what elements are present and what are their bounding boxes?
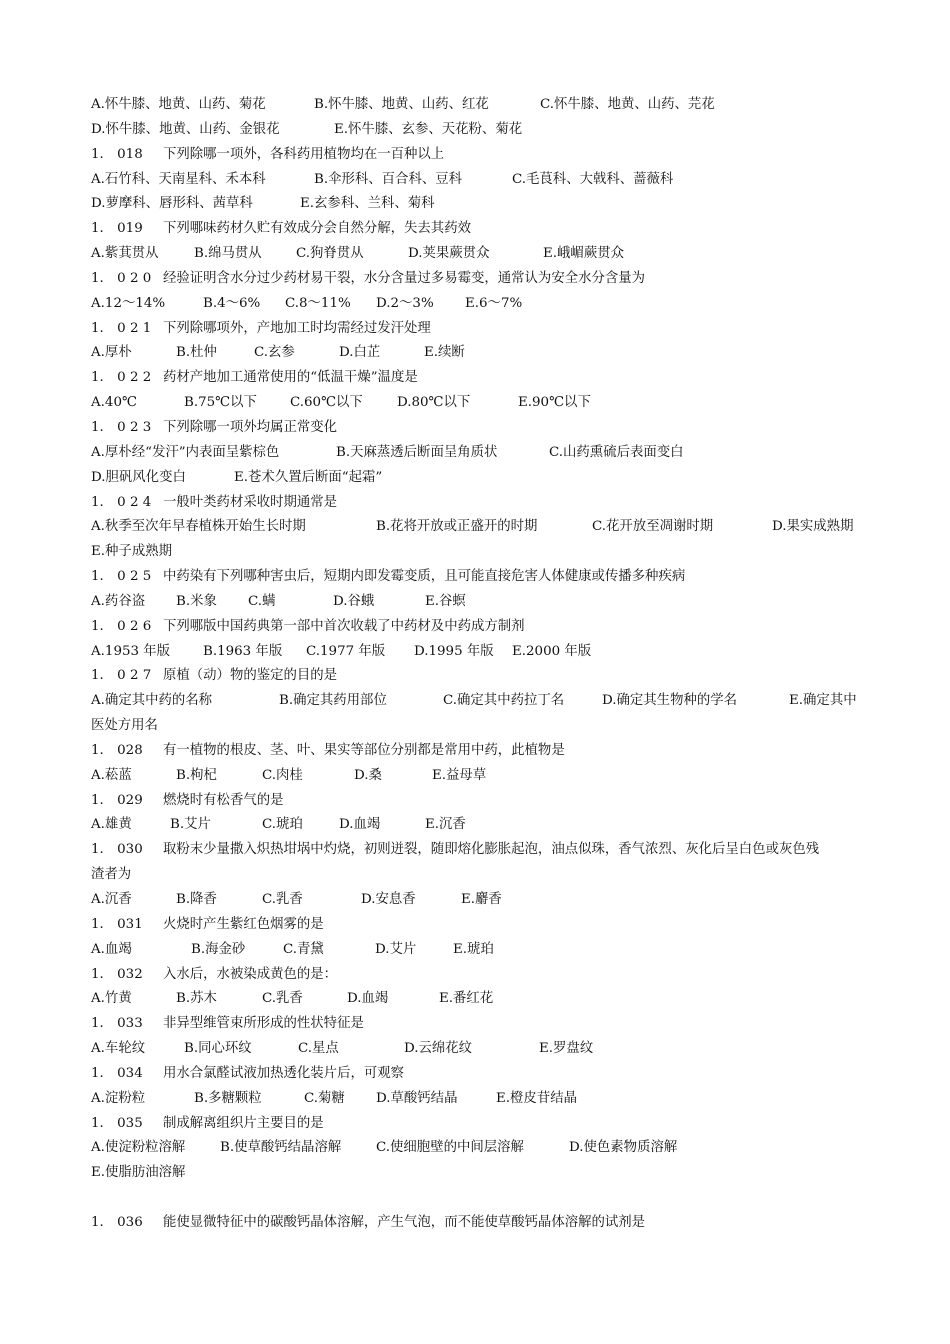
question-stem — [0, 143, 950, 168]
answer-option: A.雄黄 — [91, 817, 132, 833]
question-text: 下列除哪一项外，各科药用植物均在一百种以上 — [163, 146, 445, 162]
question-number: 1． 018 — [91, 146, 143, 162]
answer-option: B.使草酸钙结晶溶解 — [220, 1140, 342, 1156]
answer-option: D.果实成熟期 — [772, 519, 854, 535]
question-text: 药材产地加工通常使用的“低温干燥”温度是 — [163, 370, 418, 386]
question-number: 1． 0 2 5 — [91, 569, 152, 585]
answer-option: E.2000 年版 — [512, 643, 592, 659]
question-stem — [0, 1012, 950, 1037]
answer-option: D.云绵花纹 — [404, 1041, 473, 1057]
answer-option: E.麝香 — [461, 892, 502, 907]
answer-option: D.血竭 — [347, 991, 389, 1007]
question-text: 入水后，水被染成黄色的是： — [163, 966, 338, 982]
answer-option: A.竹黄 — [91, 991, 132, 1007]
question-text: 原植（动）物的鉴定的目的是 — [163, 668, 338, 684]
answer-option: B.75℃以下 — [184, 395, 257, 411]
answer-option: B.多糖颗粒 — [194, 1090, 262, 1106]
question-text: 一般叶类药材采收时期通常是 — [163, 494, 338, 510]
options-line — [0, 640, 950, 665]
options-line — [0, 888, 950, 913]
options-line — [0, 590, 950, 615]
options-line — [0, 938, 950, 963]
blank-line — [0, 1186, 950, 1211]
answer-option: C.琥珀 — [262, 817, 303, 833]
answer-option: C.毛茛科、大戟科、蔷薇科 — [512, 171, 674, 187]
question-number: 1． 019 — [91, 221, 143, 237]
answer-option: A.确定其中药的名称 — [91, 693, 213, 709]
answer-option: C.怀牛膝、地黄、山药、芫花 — [540, 97, 715, 112]
question-text: 下列哪版中国药典第一部中首次收载了中药材及中药成方制剂 — [163, 618, 525, 634]
options-line — [0, 292, 950, 317]
answer-option: E.玄参科、兰科、菊科 — [300, 196, 435, 212]
options-line — [0, 192, 950, 217]
question-number: 1． 031 — [91, 916, 143, 932]
answer-option: A.使淀粉粒溶解 — [91, 1140, 186, 1156]
answer-option: A.厚朴 — [91, 345, 132, 361]
answer-option: D.萝摩科、唇形科、茜草科 — [91, 196, 253, 212]
question-number: 1． 034 — [91, 1065, 143, 1081]
answer-option: D.白芷 — [339, 345, 381, 361]
answer-option: B.海金砂 — [191, 941, 246, 957]
answer-option: D.荚果蕨贯众 — [408, 246, 490, 262]
question-stem — [0, 217, 950, 242]
question-stem — [0, 789, 950, 814]
answer-option: E.确定其中 — [789, 693, 857, 709]
question-number: 1． 0 2 4 — [91, 494, 152, 510]
question-text: 中药染有下列哪种害虫后，短期内即发霉变质，且可能直接危害人体健康或传播多种疾病 — [163, 569, 686, 585]
answer-option: A.菘蓝 — [91, 767, 132, 783]
options-line — [0, 341, 950, 366]
question-number: 1． 033 — [91, 1016, 143, 1032]
options-line — [0, 168, 950, 193]
answer-option: E.橙皮苷结晶 — [496, 1090, 577, 1106]
question-text: 非异型维管束所形成的性状特征是 — [163, 1016, 364, 1032]
answer-option: C.山药熏硫后表面变白 — [549, 444, 684, 460]
question-text: 制成解离组织片主要目的是 — [163, 1115, 324, 1131]
question-number: 1． 036 — [91, 1214, 143, 1230]
answer-option: E.谷螟 — [425, 593, 466, 609]
options-line — [0, 764, 950, 789]
answer-option: A.厚朴经“发汗”内表面呈紫棕色 — [91, 444, 280, 460]
options-line — [0, 540, 950, 565]
question-stem — [0, 1062, 950, 1087]
question-number: 1． 032 — [91, 966, 143, 982]
answer-option: A.1953 年版 — [91, 643, 171, 659]
answer-option: E.怀牛膝、玄参、天花粉、菊花 — [334, 121, 523, 137]
answer-option: A.怀牛膝、地黄、山药、菊花 — [91, 97, 266, 112]
question-text: 火烧时产生紫红色烟雾的是 — [163, 916, 324, 932]
answer-option: B.同心环纹 — [184, 1041, 252, 1057]
question-text: 下列哪味药材久贮有效成分会自然分解，失去其药效 — [163, 221, 471, 237]
answer-option: B.米象 — [176, 593, 217, 609]
question-text: 燃烧时有松香气的是 — [163, 792, 284, 808]
answer-option: A.石竹科、天南星科、禾本科 — [91, 171, 266, 187]
answer-option: C.确定其中药拉丁名 — [443, 693, 565, 709]
answer-option: B.确定其药用部位 — [279, 693, 387, 709]
answer-option: A.淀粉粒 — [91, 1090, 146, 1106]
options-line — [0, 1161, 950, 1186]
question-number: 1． 0 2 7 — [91, 668, 152, 684]
question-stem — [0, 1112, 950, 1137]
answer-option: A.沉香 — [91, 892, 132, 907]
question-stem — [0, 664, 950, 689]
options-line — [0, 813, 950, 838]
answer-option: E.种子成熟期 — [91, 544, 172, 560]
answer-option: D.艾片 — [375, 941, 417, 957]
answer-option: E.番红花 — [439, 991, 494, 1007]
answer-option: C.使细胞壁的中间层溶解 — [376, 1140, 524, 1156]
answer-option: E.琥珀 — [453, 941, 494, 957]
question-stem — [0, 366, 950, 391]
question-stem — [0, 1211, 950, 1236]
options-line — [0, 1136, 950, 1161]
answer-option: E.苍术久置后断面“起霜” — [234, 469, 383, 485]
question-stem — [0, 565, 950, 590]
answer-option: D.血竭 — [339, 817, 381, 833]
answer-option: D.怀牛膝、地黄、山药、金银花 — [91, 121, 280, 137]
answer-option: A.药谷盗 — [91, 593, 146, 609]
answer-option: B.怀牛膝、地黄、山药、红花 — [314, 97, 489, 112]
answer-option: C.乳香 — [262, 892, 303, 907]
answer-option: A.车轮纹 — [91, 1041, 146, 1057]
answer-option: E.6～7% — [465, 295, 523, 311]
answer-option: E.90℃以下 — [518, 395, 591, 411]
answer-option: D.2～3% — [376, 295, 434, 311]
exam-document — [0, 93, 950, 1236]
answer-option: B.4～6% — [203, 295, 261, 311]
answer-option: D.确定其生物种的学名 — [602, 693, 738, 709]
answer-option: D.使色素物质溶解 — [569, 1140, 678, 1156]
answer-option: B.苏木 — [176, 991, 217, 1007]
question-number: 1． 035 — [91, 1115, 143, 1131]
question-stem — [0, 963, 950, 988]
answer-option: D.安息香 — [361, 892, 416, 907]
question-text: 有一植物的根皮、茎、叶、果实等部位分别都是常用中药，此植物是 — [163, 742, 565, 758]
answer-option: C.肉桂 — [262, 767, 303, 783]
options-line — [0, 441, 950, 466]
question-stem — [0, 416, 950, 441]
answer-option: 渣者为 — [91, 867, 132, 883]
answer-option: E.罗盘纹 — [539, 1041, 594, 1057]
answer-option: B.1963 年版 — [203, 643, 283, 659]
answer-option: D.桑 — [354, 767, 382, 783]
options-line — [0, 1037, 950, 1062]
answer-option: B.花将开放或正盛开的时期 — [376, 519, 538, 535]
question-stem — [0, 615, 950, 640]
question-text: 用水合氯醛试液加热透化装片后，可观察 — [163, 1065, 405, 1081]
answer-option: B.降香 — [176, 892, 217, 907]
answer-option: D.1995 年版 — [414, 643, 494, 659]
answer-option: B.杜仲 — [176, 345, 217, 361]
answer-option: A.12～14% — [91, 295, 166, 311]
question-text: 取粉末少量撒入炽热坩埚中灼烧，初则迸裂，随即熔化膨胀起泡，油点似珠，香气浓烈、灰化后呈白色或灰色残 — [163, 842, 820, 858]
question-stem — [0, 739, 950, 764]
options-line — [0, 242, 950, 267]
answer-option: C.玄参 — [254, 345, 295, 361]
options-line — [0, 689, 950, 714]
question-stem — [0, 317, 950, 342]
answer-option: C.乳香 — [262, 991, 303, 1007]
question-stem — [0, 838, 950, 863]
answer-option: E.益母草 — [432, 767, 487, 783]
question-number: 1． 0 2 6 — [91, 618, 152, 634]
answer-option: D.80℃以下 — [397, 395, 471, 411]
answer-option: B.绵马贯从 — [194, 246, 262, 262]
question-text: 经验证明含水分过少药材易干裂，水分含量过多易霉变，通常认为安全水分含量为 — [163, 270, 646, 286]
options-line — [0, 863, 950, 888]
answer-option: B.伞形科、百合科、豆科 — [314, 171, 463, 187]
question-number: 1． 029 — [91, 792, 143, 808]
answer-option: C.8～11% — [285, 295, 351, 311]
options-line — [0, 118, 950, 143]
options-line — [0, 1087, 950, 1112]
answer-option: E.使脂肪油溶解 — [91, 1165, 186, 1181]
answer-option: C.1977 年版 — [306, 643, 386, 659]
question-text: 下列除哪项外，产地加工时均需经过发汗处理 — [163, 320, 431, 336]
answer-option: 医处方用名 — [91, 718, 158, 734]
question-number: 1． 0 2 2 — [91, 370, 152, 386]
question-number: 1． 0 2 3 — [91, 419, 152, 435]
answer-option: D.胆矾风化变白 — [91, 469, 186, 485]
answer-option: C.星点 — [298, 1041, 339, 1057]
question-text: 下列除哪一项外均属正常变化 — [163, 419, 338, 435]
question-stem — [0, 913, 950, 938]
question-number: 1． 0 2 1 — [91, 320, 152, 336]
answer-option: E.峨嵋蕨贯众 — [543, 246, 624, 262]
answer-option: C.花开放至凋谢时期 — [592, 519, 714, 535]
answer-option: C.螨 — [248, 593, 276, 609]
answer-option: B.艾片 — [170, 817, 211, 833]
options-line — [0, 93, 950, 118]
answer-option: C.60℃以下 — [290, 395, 363, 411]
options-line — [0, 466, 950, 491]
answer-option: A.秋季至次年早春植株开始生长时期 — [91, 519, 306, 535]
question-stem — [0, 491, 950, 516]
answer-option: B.枸杞 — [176, 767, 217, 783]
answer-option: C.菊糖 — [304, 1090, 345, 1106]
answer-option: E.沉香 — [425, 817, 466, 833]
answer-option: D.谷蛾 — [333, 593, 375, 609]
options-line — [0, 714, 950, 739]
options-line — [0, 391, 950, 416]
options-line — [0, 987, 950, 1012]
answer-option: A.紫萁贯从 — [91, 246, 159, 262]
answer-option: A.40℃ — [91, 395, 137, 411]
answer-option: A.血竭 — [91, 941, 132, 957]
question-number: 1． 030 — [91, 842, 143, 858]
answer-option: E.续断 — [424, 345, 465, 361]
question-text: 能使显微特征中的碳酸钙晶体溶解，产生气泡，而不能使草酸钙晶体溶解的试剂是 — [163, 1214, 646, 1230]
answer-option: D.草酸钙结晶 — [376, 1090, 458, 1106]
answer-option: C.狗脊贯从 — [296, 246, 364, 262]
question-number: 1． 0 2 0 — [91, 270, 152, 286]
options-line — [0, 515, 950, 540]
answer-option: B.天麻蒸透后断面呈角质状 — [336, 444, 498, 460]
answer-option: C.青黛 — [283, 941, 324, 957]
question-number: 1． 028 — [91, 742, 143, 758]
question-stem — [0, 267, 950, 292]
